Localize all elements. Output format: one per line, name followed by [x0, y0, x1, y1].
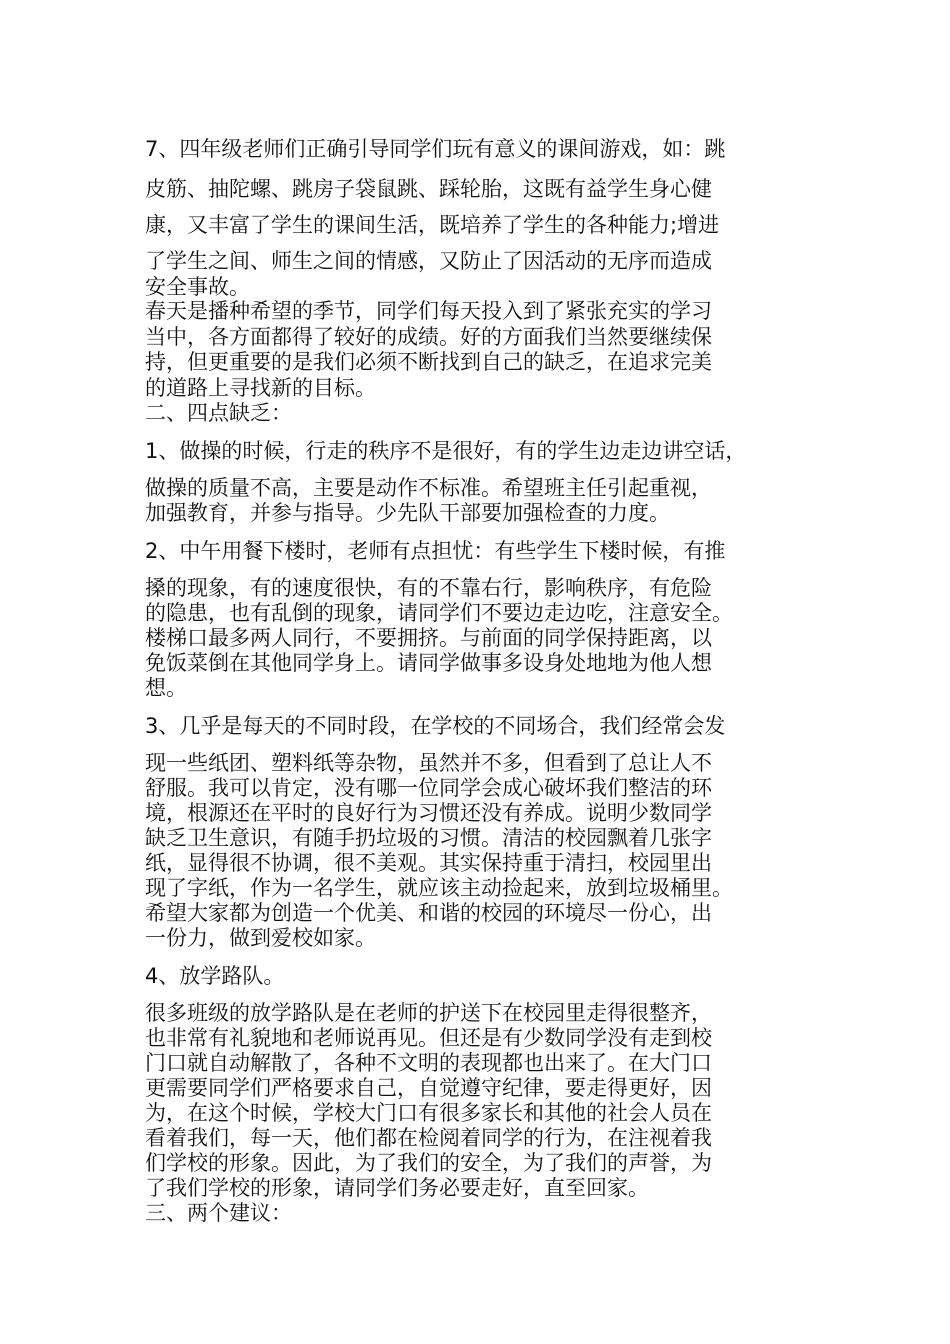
- text-line: 搡的现象，有的速度很快，有的不靠右行，影响秩序，有危险: [145, 576, 712, 600]
- text-line: 一份力，做到爱校如家。: [145, 926, 376, 950]
- text-line: 持，但更重要的是我们必须不断找到自己的缺乏，在追求完美: [145, 350, 712, 374]
- text-line: 3、几乎是每天的不同时段，在学校的不同场合，我们经常会发: [145, 714, 726, 738]
- text-line: 加强教育，并参与指导。少先队干部要加强检查的力度。: [145, 501, 670, 525]
- section-heading: 二、四点缺乏：: [145, 401, 292, 425]
- text-line: 7、四年级老师们正确引导同学们玩有意义的课间游戏，如：跳: [145, 137, 726, 161]
- text-line: 现一些纸团、塑料纸等杂物，虽然并不多，但看到了总让人不: [145, 751, 712, 775]
- text-line: 的隐患，也有乱倒的现象，请同学们不要边走边吃，注意安全。: [145, 601, 733, 625]
- text-line: 1、做操的时候，行走的秩序不是很好，有的学生边走边讲空话，: [145, 439, 747, 463]
- text-line: 想。: [145, 676, 187, 700]
- text-line: 现了字纸，作为一名学生，就应该主动捡起来，放到垃圾桶里。: [145, 876, 733, 900]
- text-line: 春天是播种希望的季节，同学们每天投入到了紧张充实的学习: [145, 299, 712, 323]
- text-line: 了学生之间、师生之间的情感，又防止了因活动的无序而造成: [145, 249, 712, 273]
- text-line: 缺乏卫生意识，有随手扔垃圾的习惯。清洁的校园飘着几张字: [145, 826, 712, 850]
- text-line: 境，根源还在平时的良好行为习惯还没有养成。说明少数同学: [145, 801, 712, 825]
- text-line: 了我们学校的形象，请同学们务必要走好，直至回家。: [145, 1176, 649, 1200]
- text-line: 安全事故。: [145, 275, 250, 299]
- text-line: 舒服。我可以肯定，没有哪一位同学会成心破坏我们整洁的环: [145, 776, 712, 800]
- text-line: 也非常有礼貌地和老师说再见。但还是有少数同学没有走到校: [145, 1026, 712, 1050]
- text-line: 更需要同学们严格要求自己，自觉遵守纪律，要走得更好，因: [145, 1076, 712, 1100]
- text-line: 免饭菜倒在其他同学身上。请同学做事多设身处地地为他人想: [145, 651, 712, 675]
- text-line: 看着我们，每一天，他们都在检阅着同学的行为，在注视着我: [145, 1126, 712, 1150]
- section-heading: 三、两个建议：: [145, 1201, 292, 1225]
- text-line: 2、中午用餐下楼时，老师有点担忧：有些学生下楼时候，有推: [145, 539, 726, 563]
- text-line: 康，又丰富了学生的课间生活，既培养了学生的各种能力;增进: [145, 213, 720, 237]
- text-line: 当中，各方面都得了较好的成绩。好的方面我们当然要继续保: [145, 325, 712, 349]
- text-line: 门口就自动解散了，各种不文明的表现都也出来了。在大门口: [145, 1051, 712, 1075]
- text-line: 们学校的形象。因此，为了我们的安全，为了我们的声誉，为: [145, 1151, 712, 1175]
- text-line: 皮筋、抽陀螺、跳房子袋鼠跳、踩轮胎，这既有益学生身心健: [145, 177, 712, 201]
- text-line: 做操的质量不高，主要是动作不标准。希望班主任引起重视，: [145, 476, 712, 500]
- text-line: 很多班级的放学路队是在老师的护送下在校园里走得很整齐，: [145, 1001, 712, 1025]
- text-line: 楼梯口最多两人同行，不要拥挤。与前面的同学保持距离，以: [145, 626, 712, 650]
- text-line: 纸，显得很不协调，很不美观。其实保持重于清扫，校园里出: [145, 851, 712, 875]
- text-line: 4、放学路队。: [145, 964, 285, 988]
- text-line: 为，在这个时候，学校大门口有很多家长和其他的社会人员在: [145, 1101, 712, 1125]
- text-line: 的道路上寻找新的目标。: [145, 376, 376, 400]
- text-line: 希望大家都为创造一个优美、和谐的校园的环境尽一份心，出: [145, 901, 712, 925]
